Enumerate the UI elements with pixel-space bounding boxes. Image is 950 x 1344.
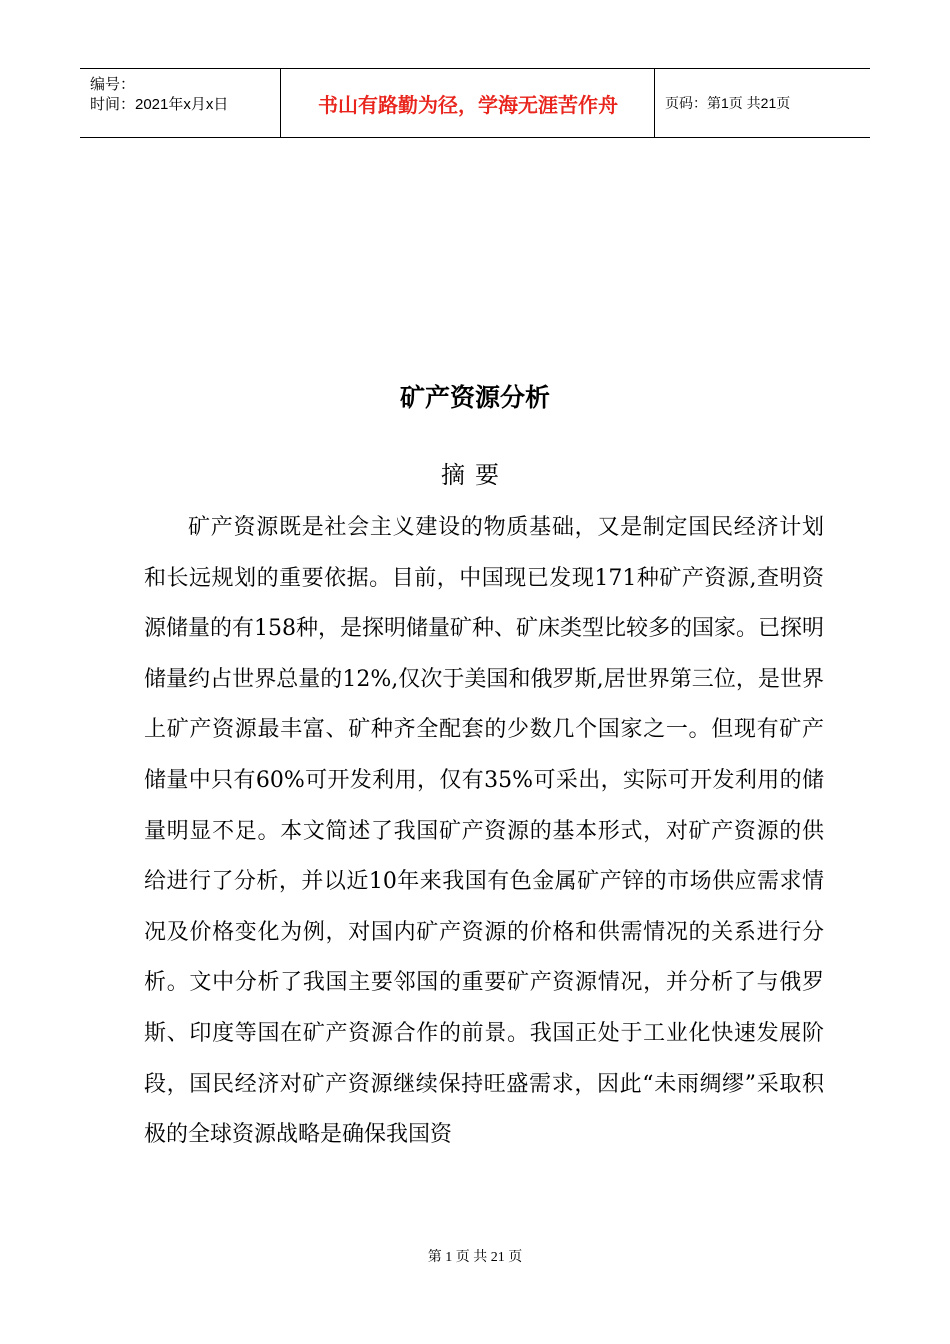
header-divider-right — [654, 69, 655, 137]
header-divider-left — [280, 69, 281, 137]
abstract-paragraph: 矿产资源既是社会主义建设的物质基础，又是制定国民经济计划和长远规划的重要依据。目前，中国现已发现171种矿产资源,查明资源储量的有158种，是探明储量矿种、矿床类型比较多的国家。已探明储量约占世界总量的12%,仅次于美国和俄罗斯,居世界第三位，是世界上矿产资源最丰富、矿种齐全配套的少数几个国家之一。但现有矿产储量中只有60%可开发利用，仅有35%可采出，实际可开发利用的储量明显不足。本文简述了我国矿产资源的基本形式，对矿产资源的供给进行了分析，并以近10年来我国有色金属矿产锌的市场供应需求情况及价格变化为例，对国内矿产资源的价格和供需情况的关系进行分析。文中分析了我国主要邻国的重要矿产资源情况，并分析了与俄罗斯、印度等国在矿产资源合作的前景。我国正处于工业化快速发展阶段，国民经济对矿产资源继续保持旺盛需求，因此“未雨绸缪”采取积极的全球资源战略是确保我国资 — [144, 515, 824, 1148]
header-meta — [90, 75, 280, 115]
date-line: 时间：2021年x月x日 — [90, 96, 229, 113]
page-footer: 第 1 页 共 21 页 — [427, 1250, 523, 1265]
document-title: 矿产资源分析 — [399, 383, 550, 412]
header-motto: 书山有路勤为径，学海无涯苦作舟 — [318, 92, 618, 117]
header-page-info: 页码：第1页 共21页 — [665, 95, 791, 111]
page-header — [80, 68, 870, 138]
serial-number-label: 编号： — [90, 76, 136, 93]
abstract-heading: 摘要 — [441, 461, 509, 489]
